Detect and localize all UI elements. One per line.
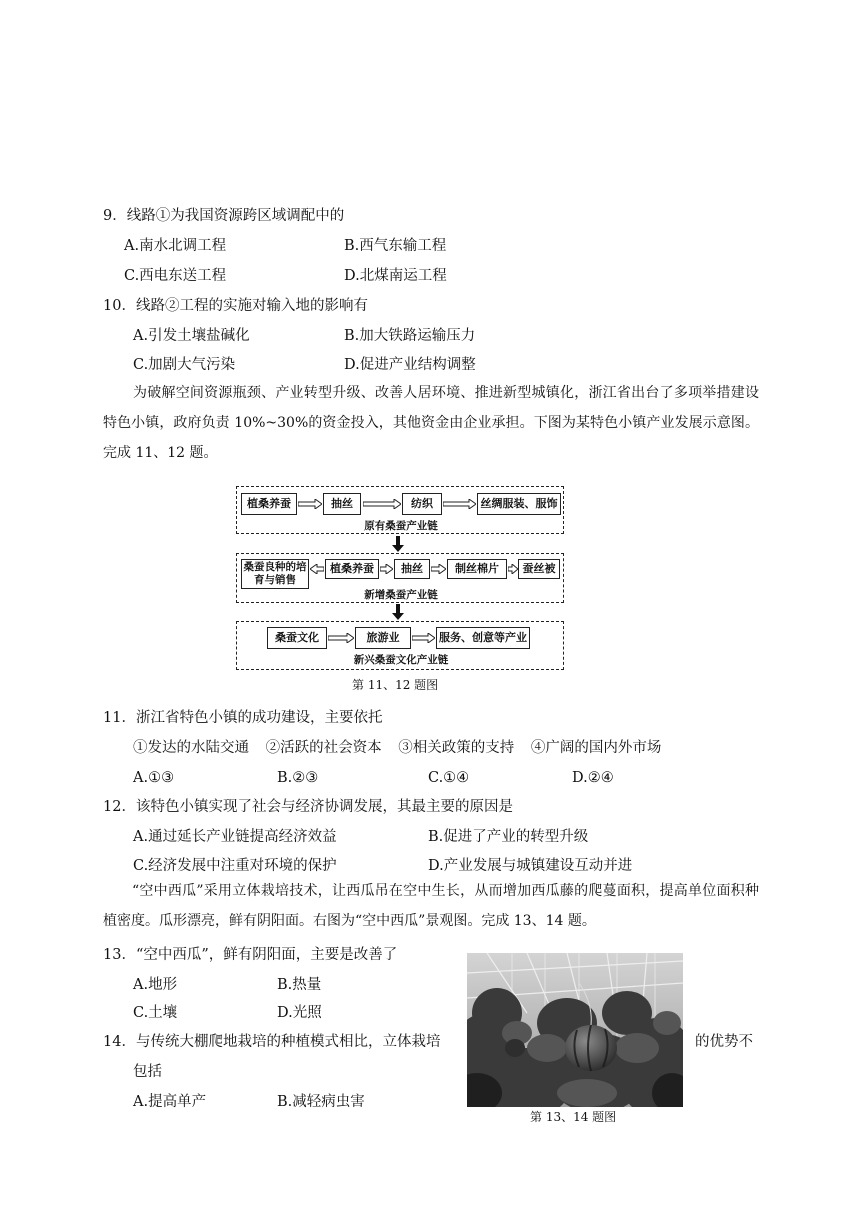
chain-original	[236, 486, 564, 534]
q12-stem: 12．该特色小镇实现了社会与经济协调发展，其最主要的原因是	[103, 799, 513, 815]
arrow-right-icon	[508, 564, 518, 574]
arrow-right-icon	[363, 499, 401, 509]
diagram-caption: 第 11、12 题图	[352, 678, 439, 692]
watermelon-photo-image	[467, 953, 683, 1107]
q13-option-b: B.热量	[277, 977, 322, 993]
chain-culture	[236, 621, 564, 670]
arrow-down-icon	[392, 604, 404, 620]
arrow-right-icon	[443, 499, 476, 509]
chain-original-label: 原有桑蚕产业链	[364, 520, 438, 532]
q10-stem: 10．线路②工程的实施对输入地的影响有	[103, 298, 368, 314]
industry-chain-diagram	[236, 486, 564, 670]
arrow-right-icon	[380, 564, 393, 574]
q13-option-a: A.地形	[133, 977, 178, 993]
q11-option-b: B.②③	[277, 770, 319, 786]
q12-option-a: A.通过延长产业链提高经济效益	[133, 829, 337, 845]
q9-option-d: D.北煤南运工程	[344, 268, 447, 284]
q9-option-b: B.西气东输工程	[344, 238, 447, 254]
box-silk-floss: 制丝棉片	[447, 559, 507, 579]
q9-option-c: C.西电东送工程	[124, 268, 227, 284]
watermelon-photo	[467, 953, 683, 1107]
box-weaving: 纺织	[402, 493, 442, 515]
box-plant-mulberry: 植桑养蚕	[241, 493, 297, 515]
chain-new-label: 新增桑蚕产业链	[364, 589, 438, 601]
arrow-right-icon	[298, 499, 322, 509]
arrow-down-icon	[392, 536, 404, 552]
q11-conditions: ①发达的水陆交通 ②活跃的社会资本 ③相关政策的支持 ④广阔的国内外市场	[133, 740, 662, 756]
arrow-left-icon	[310, 564, 324, 574]
chain-new	[236, 553, 564, 603]
q11-option-a: A.①③	[133, 770, 175, 786]
box-services-creative: 服务、创意等产业	[436, 627, 530, 649]
box-reeling-2: 抽丝	[394, 559, 430, 579]
q12-option-d: D.产业发展与城镇建设互动并进	[428, 858, 633, 874]
passage-specialty-town: 为破解空间资源瓶颈、产业转型升级、改善人居环境、推进新型城镇化，浙江省出台了多项举措建设特色小镇，政府负责 10%~30%的资金投入，其他资金由企业承担。下图为某特色小镇产业发展示意图。完成 11、12 题。	[103, 385, 759, 461]
q14-stem-cont: 包括	[133, 1064, 162, 1080]
q11-option-c: C.①④	[428, 770, 470, 786]
box-silk-quilt: 蚕丝被	[518, 559, 560, 579]
q14-stem-left: 14．与传统大棚爬地栽培的种植模式相比，立体栽培	[103, 1034, 441, 1050]
q10-option-d: D.促进产业结构调整	[344, 357, 476, 373]
box-plant-mulberry-2: 植桑养蚕	[325, 559, 379, 579]
q14-stem-right: 的优势不	[695, 1034, 753, 1050]
q13-option-c: C.土壤	[133, 1005, 178, 1021]
q12-option-c: C.经济发展中注重对环境的保护	[133, 858, 337, 874]
box-silk-garments: 丝绸服装、服饰	[477, 493, 561, 515]
box-breeding-sales: 桑蚕良种的培育与销售	[241, 559, 309, 589]
q13-option-d: D.光照	[277, 1005, 322, 1021]
q14-option-b: B.减轻病虫害	[277, 1094, 365, 1110]
chain-culture-label: 新兴桑蚕文化产业链	[353, 654, 449, 666]
q10-option-a: A.引发土壤盐碱化	[133, 328, 250, 344]
photo-caption: 第 13、14 题图	[530, 1110, 617, 1124]
q14-option-a: A.提高单产	[133, 1094, 207, 1110]
q9-option-a: A.南水北调工程	[124, 238, 227, 254]
q10-option-b: B.加大铁路运输压力	[344, 328, 476, 344]
q11-stem: 11．浙江省特色小镇的成功建设，主要依托	[103, 710, 383, 726]
q9-stem: 9．线路①为我国资源跨区域调配中的	[103, 208, 345, 224]
q13-stem: 13．“空中西瓜”，鲜有阴阳面，主要是改善了	[103, 947, 398, 963]
q10-option-c: C.加剧大气污染	[133, 357, 236, 373]
box-tourism: 旅游业	[355, 627, 411, 649]
q12-option-b: B.促进了产业的转型升级	[428, 829, 589, 845]
passage-air-watermelon: “空中西瓜”采用立体栽培技术，让西瓜吊在空中生长，从而增加西瓜藤的爬蔓面积，提高单位面积种植密度。瓜形漂亮，鲜有阴阳面。右图为“空中西瓜”景观图。完成 13、14 题。	[103, 883, 759, 929]
box-reeling: 抽丝	[323, 493, 361, 515]
arrow-right-icon	[328, 633, 354, 643]
q11-option-d: D.②④	[572, 770, 614, 786]
box-silk-culture: 桑蚕文化	[267, 627, 327, 649]
arrow-right-icon	[412, 633, 435, 643]
arrow-right-icon	[431, 564, 446, 574]
